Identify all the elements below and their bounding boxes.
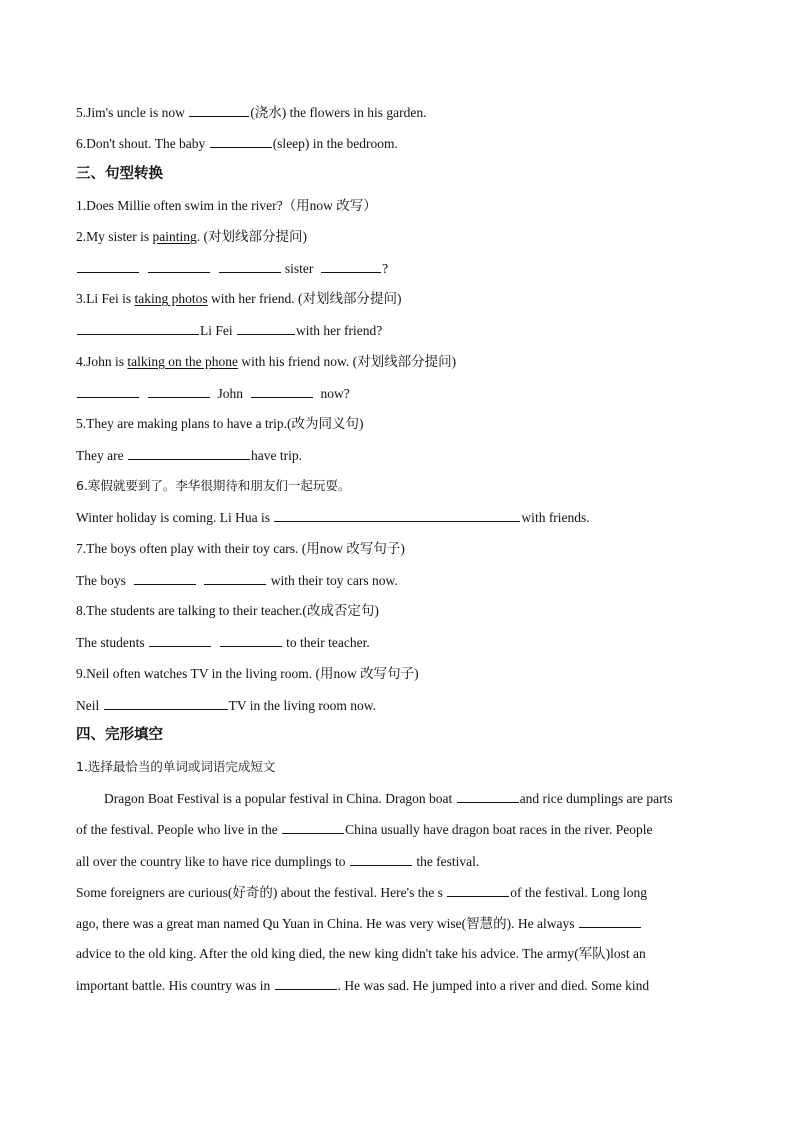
answer-blank[interactable] [321,259,381,273]
cloze-instruction [76,758,275,776]
section-heading-3: 三、句型转换 [76,166,163,182]
answer-line-3 [76,321,382,340]
answer-blank[interactable] [350,852,412,866]
line-text: (sleep) in the bedroom. [272,136,398,151]
underlined-word: painting [152,229,197,244]
line-text: the festival. [416,854,480,869]
answer-blank[interactable] [104,696,228,710]
line-text: sister [284,261,314,276]
line-text: with their toy cars now. [270,573,398,588]
passage-line-7 [76,976,649,995]
answer-blank[interactable] [220,633,282,647]
answer-blank[interactable] [447,883,509,897]
line-text: Neil [76,698,103,713]
line-text: Winter holiday is coming. Li Hua is [76,510,274,525]
passage-line-2 [76,820,653,839]
answer-blank[interactable] [219,259,281,273]
question-4 [76,353,456,371]
section-heading-4: 四、完形填空 [76,727,163,743]
line-text: with her friend? [296,323,383,338]
line-text: with friends. [521,510,590,525]
answer-line-2 [76,259,388,278]
answer-blank[interactable] [77,321,199,335]
answer-blank[interactable] [204,571,266,585]
passage-line-4 [76,883,647,902]
line-text: to their teacher. [286,635,370,650]
question-7: 7.The boys often play with their toy cars. (用now 改写句子) [76,541,405,556]
answer-blank[interactable] [237,321,295,335]
answer-line-4 [76,384,350,403]
line-text: 4.John is [76,354,128,369]
answer-line-5 [76,446,302,465]
underlined-phrase: taking photos [134,291,208,306]
answer-blank[interactable] [282,820,344,834]
answer-blank[interactable] [134,571,196,585]
passage-line-3 [76,852,479,871]
line-text: (浇水) the flowers in his garden. [250,105,427,120]
answer-blank[interactable] [148,259,210,273]
line-text: The students [76,635,145,650]
line-text: 6.Don't shout. The baby [76,136,209,151]
line-text: have trip. [250,448,302,463]
line-text: now? [320,386,350,401]
question-6 [76,477,350,495]
answer-blank[interactable] [457,789,519,803]
answer-line-7 [76,571,398,590]
answer-blank[interactable] [579,914,641,928]
line-text: 1.选择最恰当的单词或词语完成短文 [76,759,276,774]
line-text: Some foreigners are curious(好奇的) about the festival. Here's the s [76,885,447,900]
line-text: Dragon Boat Festival is a popular festival in China. Dragon boat [104,791,456,806]
passage-line-5 [76,914,642,933]
answer-line-6 [76,508,590,527]
underlined-phrase: talking on the phone [127,354,238,369]
line-text: ? [382,261,389,276]
line-text: 5.Jim's uncle is now [76,105,189,120]
question-2 [76,228,307,246]
answer-blank[interactable] [189,103,249,117]
line-text: with his friend now. (对划线部分提问) [238,354,457,369]
line-text: 3.Li Fei is [76,291,135,306]
answer-blank[interactable] [210,134,272,148]
line-text: 2.My sister is [76,229,153,244]
line-text: 6.寒假就要到了。李华很期待和朋友们一起玩耍。 [76,478,351,493]
line-text: John [217,386,244,401]
line-text: of the festival. People who live in the [76,822,282,837]
line-text: . He was sad. He jumped into a river and died. Some kind [337,978,650,993]
line-text: Li Fei [200,323,236,338]
question-1: 1.Does Millie often swim in the river?（用now 改写） [76,198,377,213]
question-9: 9.Neil often watches TV in the living room. (用now 改写句子) [76,666,419,681]
answer-blank[interactable] [148,384,210,398]
line-text: . (对划线部分提问) [196,229,308,244]
line-text: The boys [76,573,126,588]
line-text: of the festival. Long long [510,885,648,900]
exercise-line-5 [76,103,427,122]
passage-line-1 [104,789,673,808]
line-text: China usually have dragon boat races in the river. People [345,822,653,837]
answer-blank[interactable] [274,508,520,522]
question-8: 8.The students are talking to their teacher.(改成否定句) [76,603,379,618]
line-text: with her friend. (对划线部分提问) [207,291,402,306]
answer-blank[interactable] [149,633,211,647]
passage-line-6: advice to the old king. After the old king died, the new king didn't take his advice. The army(军队)lost an [76,946,646,961]
answer-blank[interactable] [275,976,337,990]
line-text: all over the country like to have rice dumplings to [76,854,349,869]
question-5: 5.They are making plans to have a trip.(改为同义句) [76,416,364,431]
answer-blank[interactable] [77,384,139,398]
line-text: ago, there was a great man named Qu Yuan in China. He was very wise(智慧的). He always [76,916,578,931]
answer-blank[interactable] [77,259,139,273]
question-3 [76,290,401,308]
line-text: TV in the living room now. [228,698,376,713]
line-text: and rice dumplings are parts [519,791,673,806]
answer-blank[interactable] [128,446,250,460]
answer-line-8 [76,633,370,652]
answer-blank[interactable] [251,384,313,398]
line-text: They are [76,448,127,463]
line-text: important battle. His country was in [76,978,274,993]
answer-line-9 [76,696,376,715]
exercise-line-6 [76,134,398,153]
